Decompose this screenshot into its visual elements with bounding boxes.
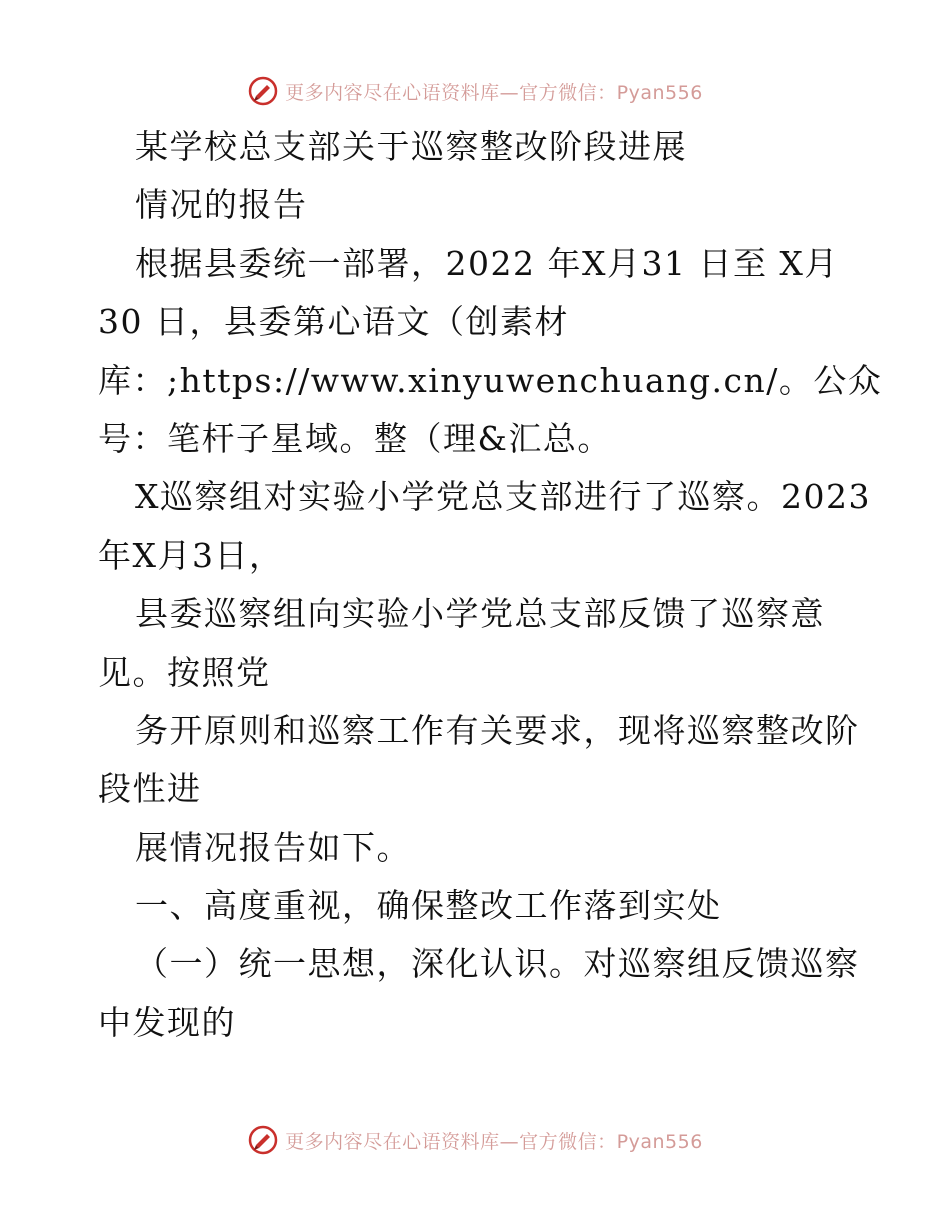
text-line: 见。按照党 <box>98 652 271 692</box>
text-line: 县委巡察组向实验小学党总支部反馈了巡察意 <box>135 594 825 634</box>
text-line: 库：;https://www.xinyuwenchuang.cn/。公众 <box>98 360 883 400</box>
text-line: 段性进 <box>98 769 202 809</box>
text-line: 年X月3日， <box>98 535 284 575</box>
text-line: 一、高度重视，确保整改工作落到实处 <box>135 886 722 926</box>
text-line: 某学校总支部关于巡察整改阶段进展 <box>135 127 687 166</box>
text-line: X巡察组对实验小学党总支部进行了巡察。2023 <box>135 477 871 517</box>
text-line: 务开原则和巡察工作有关要求，现将巡察整改阶 <box>135 710 860 750</box>
pen-logo-icon <box>247 1124 279 1156</box>
text-line: 根据县委统一部署，2022 年X月31 日至 X月 <box>135 243 839 283</box>
watermark-text: 更多内容尽在心语资料库—官方微信：Pyan556 <box>285 1130 703 1153</box>
watermark-text: 更多内容尽在心语资料库—官方微信：Pyan556 <box>285 81 703 104</box>
document-body <box>98 118 883 1052</box>
pen-logo-icon <box>247 75 279 107</box>
text-line: 号：笔杆子星域。整（理&汇总。 <box>98 418 612 458</box>
text-line: 中发现的 <box>98 1002 236 1042</box>
text-line: 展情况报告如下。 <box>135 827 411 867</box>
header-watermark <box>0 71 950 111</box>
footer-watermark <box>0 1120 950 1160</box>
text-line: 30 日，县委第心语文（创素材 <box>98 302 569 342</box>
text-line: （一）统一思想，深化认识。对巡察组反馈巡察 <box>135 944 860 984</box>
text-line: 情况的报告 <box>135 185 308 225</box>
